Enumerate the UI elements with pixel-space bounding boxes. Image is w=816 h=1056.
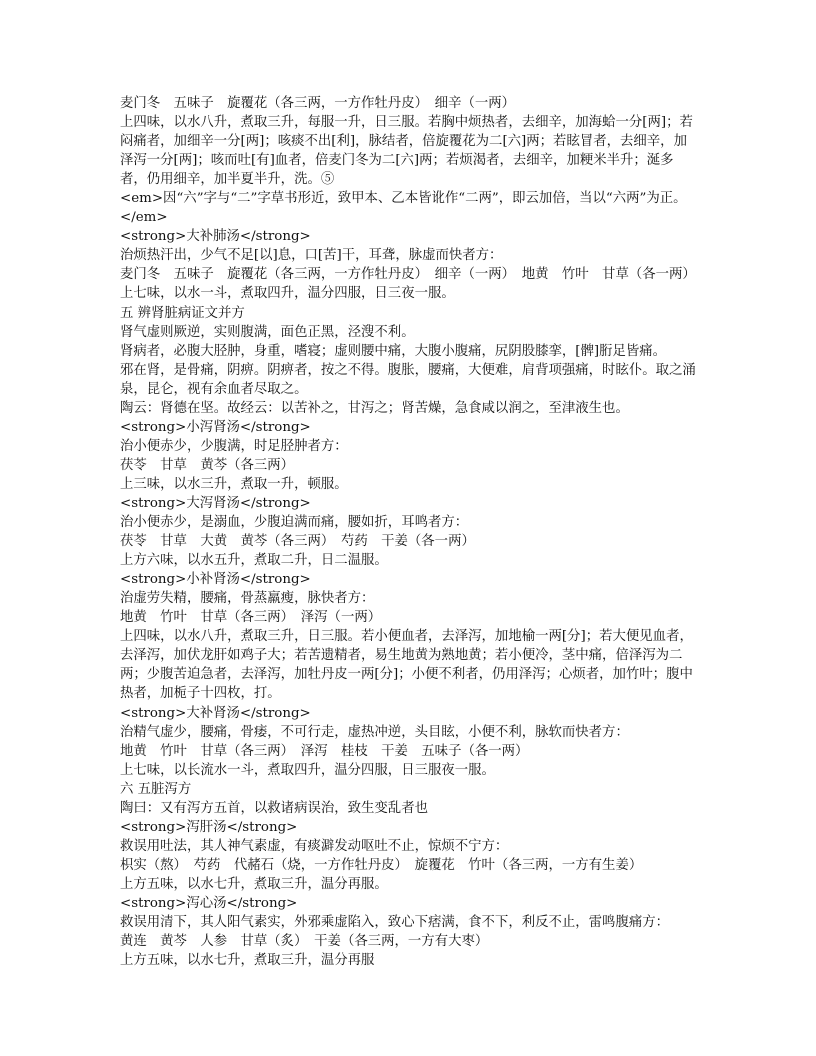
text-line: <strong>小泻肾汤</strong> [120,419,311,435]
text-line: 陶云：肾德在坚。故经云：以苦补之，甘泻之；肾苦燥，急食咸以润之，至津液生也。 [120,400,629,416]
text-line: 治小便赤少，是溺血，少腹迫满而痛，腰如折，耳鸣者方： [120,515,469,531]
section-heading: 五 辨肾脏病证文并方 [120,305,245,321]
text-line: 治精气虚少，腰痛，骨痿，不可行走，虚热冲逆，头目眩，小便不利，脉软而快者方： [120,724,629,740]
text-line: <em>因“六”字与“二”字草书形近，致甲本、乙本皆讹作“二两”，即云加倍，当以“六两”为正。</em> [120,191,687,226]
section-heading: 六 五脏泻方 [120,781,192,797]
text-line: 肾病者，必腹大胫肿，身重，嗜寝；虚则腰中痛，大腹小腹痛，尻阴股膝挛，[髀]胻足皆痛。 [120,343,667,359]
text-line: 邪在肾，是骨痛，阴痹。阴痹者，按之不得。腹胀，腰痛，大便难，肩背项强痛，时眩仆。取之涌泉，昆仑，视有余血者尽取之。 [120,362,696,397]
text-line: 茯苓 甘草 大黄 黄芩（各三两） 芍药 干姜（各一两） [120,534,475,550]
text-line: 上方六味，以水五升，煮取二升，日二温服。 [120,553,388,569]
text-line: 上三味，以水三升，煮取一升，顿服。 [120,476,348,492]
text-line: 上七味，以长流水一斗，煮取四升，温分四服，日三服夜一服。 [120,762,495,778]
text-line: 枳实（熬） 芍药 代赭石（烧，一方作牡丹皮） 旋覆花 竹叶（各三两，一方有生姜） [120,857,643,873]
text-line: 治小便赤少，少腹满，时足胫肿者方： [120,438,348,454]
text-line: 肾气虚则厥逆，实则腹满，面色正黑，泾溲不利。 [120,324,415,340]
text-line: <strong>大补肾汤</strong> [120,705,311,721]
text-line: 黄连 黄芩 人参 甘草（炙） 干姜（各三两，一方有大枣） [120,934,489,950]
text-line: 麦门冬 五味子 旋覆花（各三两，一方作牡丹皮） 细辛（一两） 地黄 竹叶 甘草（各一两） [120,267,696,283]
text-line: 陶曰：又有泻方五首，以救诸病误治，致生变乱者也 [120,800,428,816]
text-line: <strong>大泻肾汤</strong> [120,495,311,511]
text-line: <strong>小补肾汤</strong> [120,572,311,588]
text-line: 地黄 竹叶 甘草（各三两） 泽泻（一两） [120,610,382,626]
document-page [120,94,700,970]
text-line: 上七味，以水一斗，煮取四升，温分四服，日三夜一服。 [120,286,455,302]
text-line: 上方五味，以水七升，煮取三升，温分再服。 [120,876,388,892]
text-line: 上四味，以水八升，煮取三升，日三服。若小便血者，去泽泻，加地榆一两[分]；若大便见血者，去泽泻，加伏龙肝如鸡子大；若苦遗精者，易生地黄为熟地黄；若小便冷，茎中痛，倍泽泻为二两；少腹苦迫急者，去泽泻，加牡丹皮一两[分]；小便不利者，仍用泽泻；心烦者，加竹叶；腹中热者，加栀子十四枚，打。 [120,629,693,702]
text-line: 上四味，以水八升，煮取三升，每服一升，日三服。若胸中烦热者，去细辛，加海蛤一分[两]；若闷痛者，加细辛一分[两]；咳痰不出[利]，脉结者，倍旋覆花为二[六]两；若眩冒者，去细辛，加泽泻一分[两]；咳而吐[有]血者，倍麦门冬为二[六]两；若烦渴者，去细辛，加粳米半升；涎多者，仍用细辛，加半夏半升，洗。⑤ [120,115,693,188]
text-line: 茯苓 甘草 黄芩（各三两） [120,457,295,473]
text-line: 麦门冬 五味子 旋覆花（各三两，一方作牡丹皮） 细辛（一两） [120,96,516,111]
text-line: 救误用吐法，其人神气素虚，有痰澼发动呕吐不止，惊烦不宁方： [120,838,509,854]
text-line: 上方五味，以水七升，煮取三升，温分再服 [120,953,375,969]
text-line: <strong>大补肺汤</strong> [120,229,311,245]
text-line: 治烦热汗出，少气不足[以]息，口[苦]干，耳聋，脉虚而快者方： [120,248,503,264]
text-line: <strong>泻肝汤</strong> [120,819,298,835]
text-line: 地黄 竹叶 甘草（各三两） 泽泻 桂枝 干姜 五味子（各一两） [120,743,529,759]
text-line: 治虚劳失精，腰痛，骨蒸羸瘦，脉快者方： [120,591,375,607]
text-line: 救误用清下，其人阳气素实，外邪乘虚陷入，致心下痞满，食不下，利反不止，雷鸣腹痛方： [120,915,670,931]
text-line: <strong>泻心汤</strong> [120,895,298,911]
